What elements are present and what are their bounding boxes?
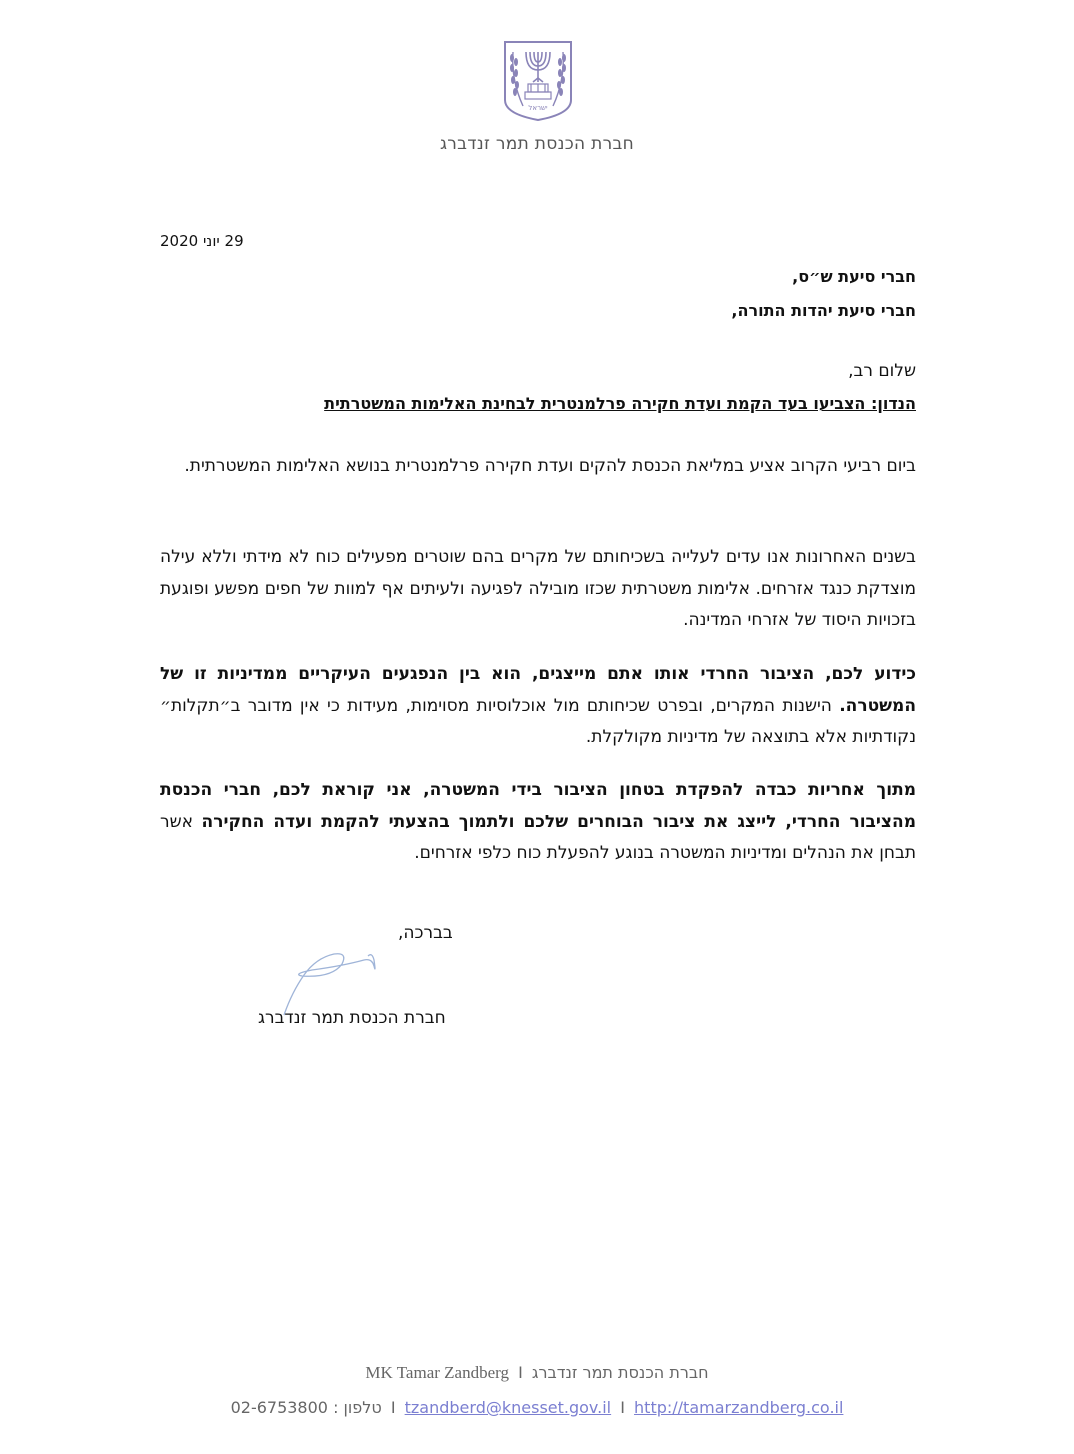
bold-text: כידוע לכם, הציבור החרדי אותו אתם מייצגים, הוא בין הנפגעים העיקריים ממדיניות זו של המשטרה. <box>160 664 916 716</box>
greeting: שלום רב, <box>848 361 916 381</box>
footer-contact-line <box>0 1398 1074 1417</box>
footer-email-link[interactable]: tzandberd@knesset.gov.il <box>404 1398 612 1417</box>
footer-name-he: חברת הכנסת תמר זנדברג <box>531 1363 709 1382</box>
state-emblem-icon <box>503 40 573 122</box>
body-paragraph-2: בשנים האחרונות אנו עדים לעלייה בשכיחותם של מקרים בהם שוטרים מפעילים כוח לא מידתי וללא עילה מוצדקת כנגד אזרחים. אלימות משטרתית שכזו מובילה לפגיעה ולעיתים אף למוות של חפים מפשע ופוגעת בזכויות היסוד של אזרחי המדינה. <box>160 547 916 630</box>
svg-text:ישראל: ישראל <box>528 104 548 112</box>
footer-phone-label: טלפון : <box>333 1398 382 1417</box>
subject-line: הנדון: הצביעו בעד הקמת ועדת חקירה פרלמנטרית לבחינת האלימות המשטרתית <box>324 394 916 413</box>
regular-text: הישנות המקרים, ובפרט שכיחותם מול אוכלוסיות מסוימות, מעידות כי אין מדובר ב״תקלות״ נקודתיות אלא בתוצאה של מדיניות מקולקלת. <box>160 695 916 747</box>
recipients-block <box>731 260 916 328</box>
body-paragraph-3 <box>160 659 916 754</box>
letterhead-sender-title: חברת הכנסת תמר זנדברג <box>439 134 635 154</box>
signer-name: חברת הכנסת תמר זנדברג <box>258 1008 446 1028</box>
closing: בברכה, <box>398 923 453 943</box>
footer-separator: I <box>620 1398 625 1417</box>
body-paragraph-4 <box>160 775 916 870</box>
letter-date: 29 יוני 2020 <box>160 232 244 250</box>
footer-name-line <box>0 1363 1074 1383</box>
footer-name-en: MK Tamar Zandberg <box>365 1363 509 1382</box>
footer-website-link[interactable]: http://tamarzandberg.co.il <box>634 1398 844 1417</box>
footer-separator: I <box>390 1398 396 1417</box>
footer-phone: 02-6753800 <box>230 1398 328 1417</box>
body-paragraph-1: ביום רביעי הקרוב אציע במליאת הכנסת להקים ועדת חקירה פרלמנטרית בנושא האלימות המשטרתית. <box>184 456 916 476</box>
bold-text: מתוך אחריות כבדה להפקדת בטחון הציבור בידי המשטרה, אני קוראת לכם, חברי הכנסת מהציבור החרדי, לייצג את ציבור הבוחרים שלכם ולתמוך בהצעתי להקמת ועדה החקירה <box>160 780 916 832</box>
recipient-line: חברי סיעת ש״ס, <box>792 267 916 286</box>
handwritten-signature-icon <box>272 930 392 1020</box>
regular-text: אשר תבחן את הנהלים ומדיניות המשטרה בנוגע להפעלת כוח כלפי אזרחים. <box>160 811 916 863</box>
footer-separator: I <box>518 1363 523 1382</box>
recipient-line: חברי סיעת יהדות התורה, <box>731 301 916 320</box>
